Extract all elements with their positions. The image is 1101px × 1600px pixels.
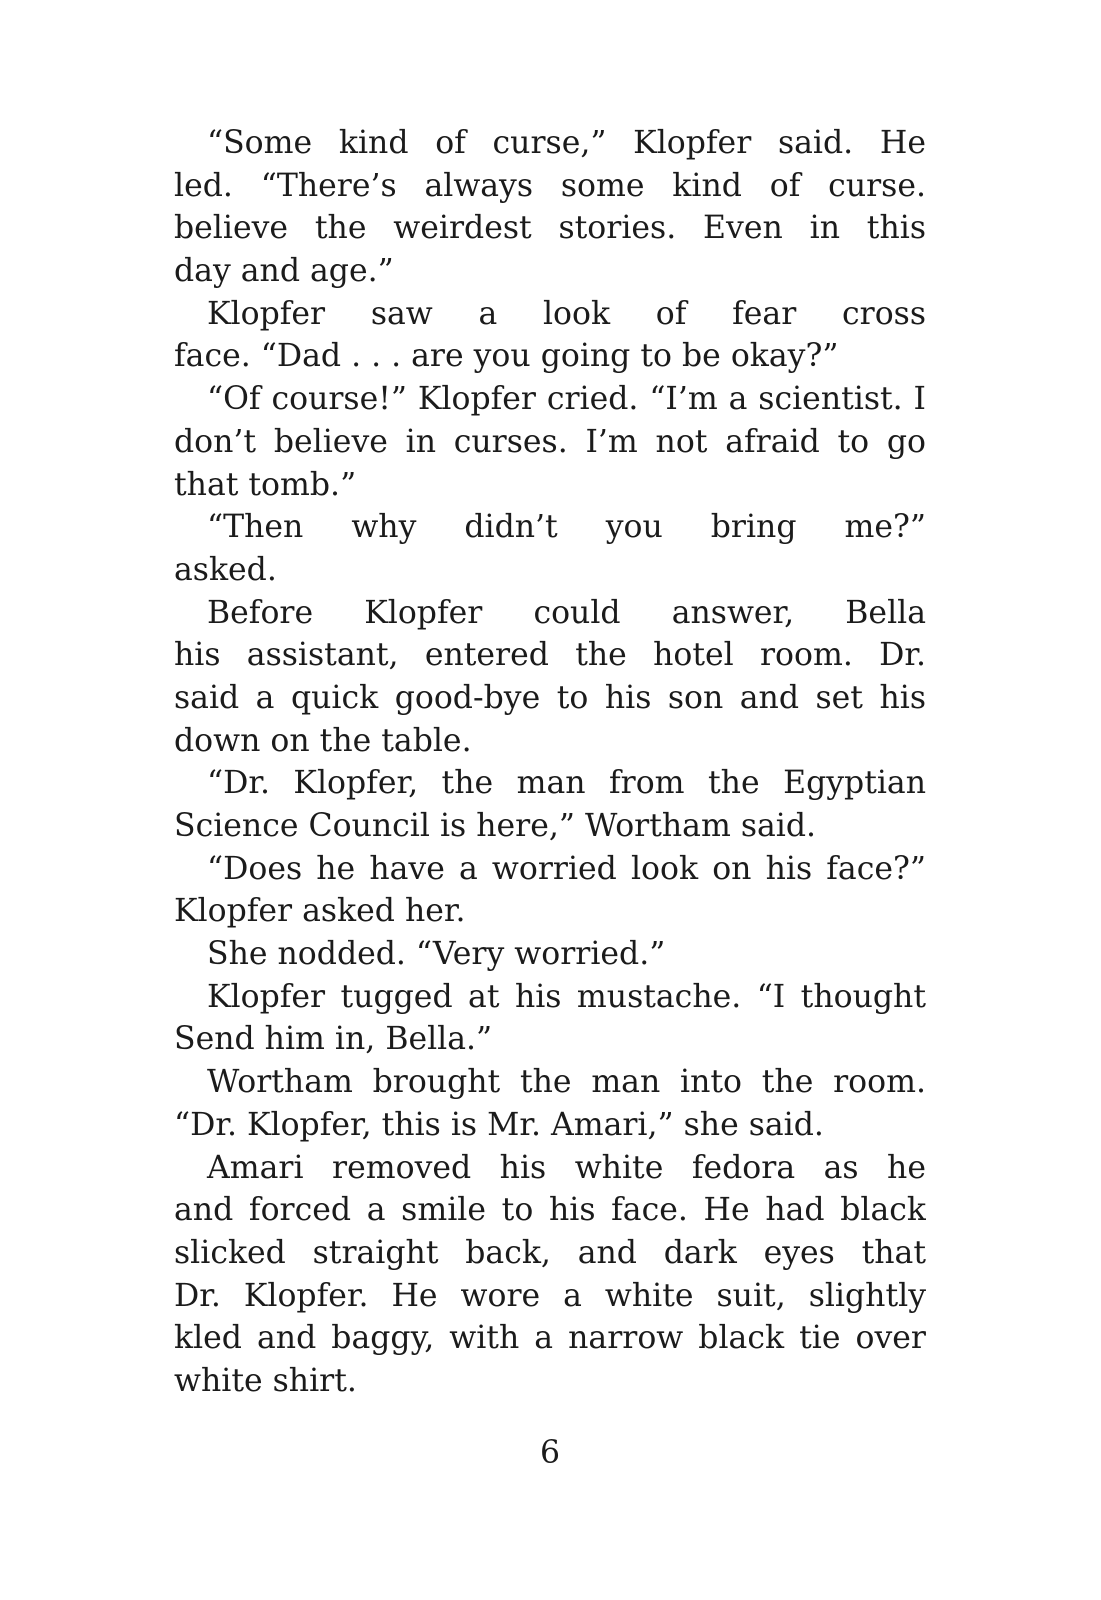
text-line: “Dr. Klopfer, the man from the Egyptian [207,765,926,802]
text-line: Wortham brought the man into the room. [207,1064,926,1101]
text-line: don’t believe in curses. I’m not afraid to go [174,423,926,460]
body-text [174,122,926,1403]
text-line: and forced a smile to his face. He had black [174,1192,926,1229]
text-line: She nodded. “Very worried.” [207,936,666,973]
text-line: “Then why didn’t you bring me?” [207,509,926,546]
text-line: Send him in, Bella.” [174,1021,493,1058]
text-line: white shirt. [174,1362,357,1399]
text-line: “Some kind of curse,” Klopfer said. He [207,125,926,161]
text-line: Dr. Klopfer. He wore a white suit, slightly [174,1277,926,1314]
text-line: face. “Dad . . . are you going to be okay?” [174,338,839,375]
text-line: believe the weirdest stories. Even in this [174,210,926,247]
text-line: Before Klopfer could answer, Bella [207,594,926,631]
text-line: Klopfer tugged at his mustache. “I thought [207,978,926,1015]
text-line: “Dr. Klopfer, this is Mr. Amari,” she said. [174,1106,824,1143]
text-line: that tomb.” [174,466,357,503]
text-line: led. “There’s always some kind of curse. [174,167,926,204]
text-line: day and age.” [174,253,394,290]
text-line: down on the table. [174,722,472,759]
text-line: kled and baggy, with a narrow black tie over [174,1320,926,1357]
text-line: slicked straight back, and dark eyes that [174,1234,926,1271]
text-line: Amari removed his white fedora as he [207,1149,926,1186]
text-line: Klopfer asked her. [174,893,466,930]
page-number: 6 [539,1435,561,1471]
text-line: “Of course!” Klopfer cried. “I’m a scientist. I [207,381,926,418]
text-line: Klopfer saw a look of fear cross [207,295,926,332]
text-line: asked. [174,551,277,588]
text-line: Science Council is here,” Wortham said. [174,808,817,844]
text-line: “Does he have a worried look on his face?” [207,850,926,887]
text-line: his assistant, entered the hotel room. Dr. [174,637,926,674]
text-line: said a quick good-bye to his son and set his [174,679,926,716]
